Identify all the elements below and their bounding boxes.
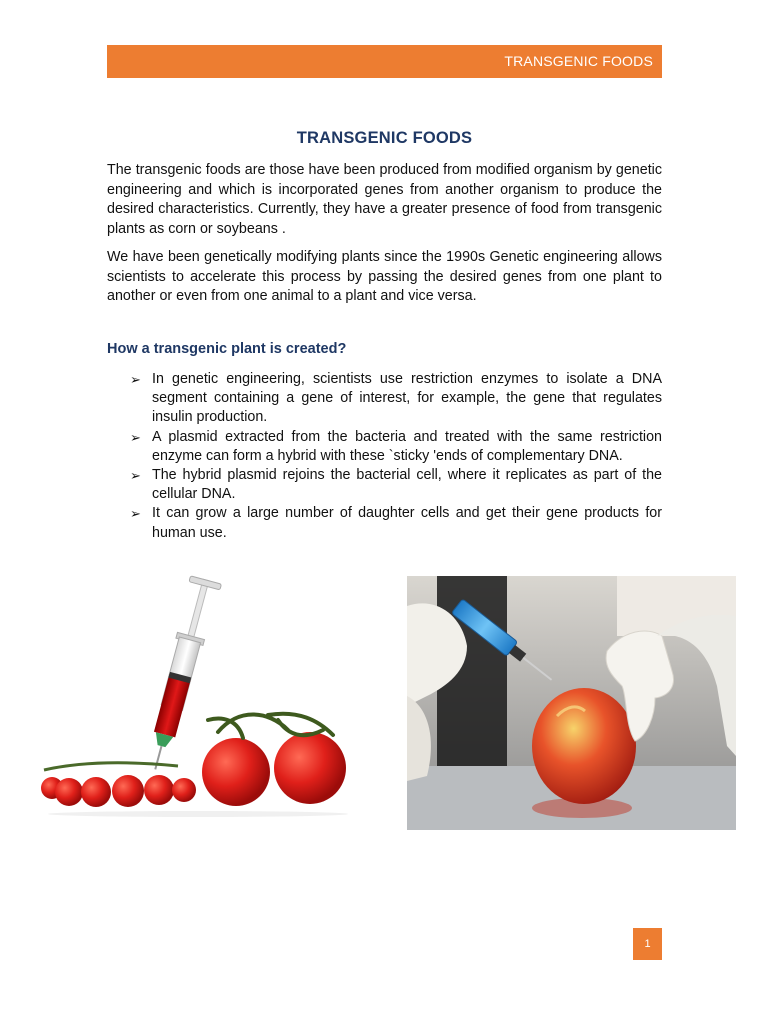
list-item-text: A plasmid extracted from the bacteria and treated with the same restriction enzyme can form a hybrid with these `sticky 'ends of complementary DNA.	[152, 428, 662, 464]
arrow-bullet-icon: ➢	[130, 506, 141, 522]
list-item	[130, 504, 662, 542]
history-paragraph: We have been genetically modifying plants since the 1990s Genetic engineering allows scientists to accelerate this process by passing the desired genes from one plant to another or even from one animal to a plant and vice versa.	[107, 249, 662, 304]
syringe-tomatoes-image	[38, 570, 356, 820]
list-item-text: It can grow a large number of daughter cells and get their gene products for human use.	[152, 505, 662, 541]
list-item-text: In genetic engineering, scientists use restriction enzymes to isolate a DNA segment containing a gene of interest, for example, the gene that regulates insulin production.	[152, 371, 662, 426]
list-item	[130, 370, 662, 428]
page-number: 1	[633, 928, 662, 960]
arrow-bullet-icon: ➢	[130, 429, 141, 445]
arrow-bullet-icon: ➢	[130, 372, 141, 387]
section-heading: How a transgenic plant is created?	[107, 341, 347, 357]
list-item-text: The hybrid plasmid rejoins the bacterial cell, where it replicates as part of the cellular DNA.	[152, 467, 662, 503]
header-title: TRANSGENIC FOODS	[504, 53, 653, 69]
intro-paragraph: The transgenic foods are those have been produced from modified organism by genetic engineering and which is incorporated genes from another organism to produce the desired characteristics. Currently, they have a greater presence of food from transgenic plants as corn or soybeans .	[107, 162, 662, 237]
list-item	[130, 428, 662, 466]
page-title: TRANSGENIC FOODS	[296, 129, 473, 147]
apple-injection-image	[407, 576, 736, 830]
header-bar	[107, 45, 662, 78]
process-list	[130, 370, 662, 543]
arrow-bullet-icon: ➢	[130, 468, 141, 484]
list-item	[130, 466, 662, 504]
